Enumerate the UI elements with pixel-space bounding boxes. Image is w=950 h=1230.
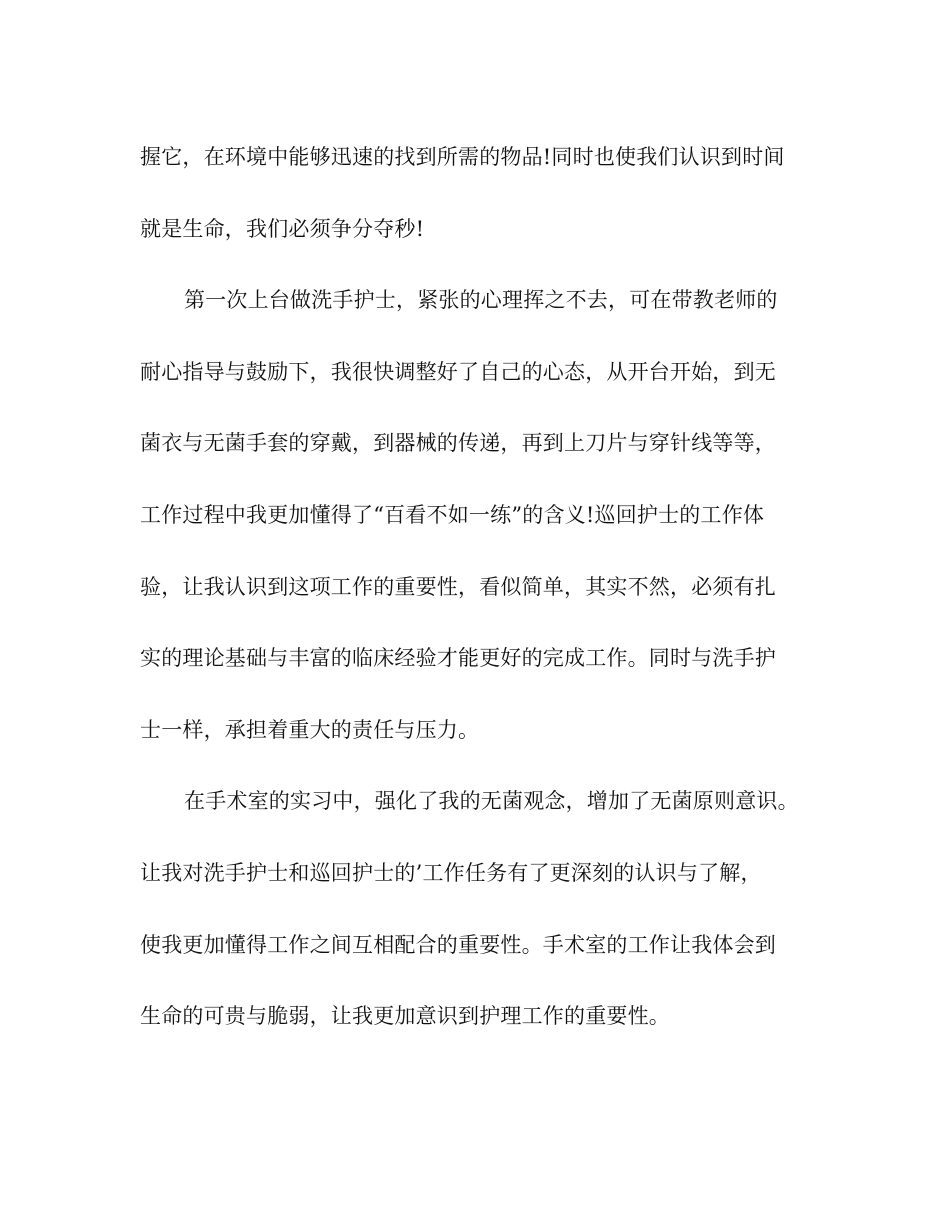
text-line-2: 就是生命，我们必须争分夺秒! — [140, 216, 425, 241]
text-line-10: 在手术室的实习中，强化了我的无菌观念，增加了无菌原则意识。 — [184, 789, 799, 814]
text-line-5: 菌衣与无菌手套的穿戴，到器械的传递，再到上刀片与穿针线等等， — [140, 431, 776, 456]
text-line-8: 实的理论基础与丰富的临床经验才能更好的完成工作。同时与洗手护 — [140, 646, 776, 671]
text-line-3: 第一次上台做洗手护士，紧张的心理挥之不去，可在带教老师的 — [184, 288, 778, 313]
text-line-4: 耐心指导与鼓励下，我很快调整好了自己的心态，从开台开始，到无 — [140, 359, 776, 384]
text-line-11: 让我对洗手护士和巡回护士的’工作任务有了更深刻的认识与了解， — [140, 860, 762, 885]
text-line-7: 验，让我认识到这项工作的重要性，看似简单，其实不然，必须有扎 — [140, 574, 776, 599]
text-line-9: 士一样，承担着重大的责任与压力。 — [140, 717, 480, 742]
body-text — [140, 122, 810, 1053]
text-line-1: 握它，在环境中能够迅速的找到所需的物品!同时也使我们认识到时间 — [140, 145, 785, 169]
text-line-6: 工作过程中我更加懂得了“百看不如一练”的含义!巡回护士的工作体 — [140, 502, 765, 527]
text-line-13: 生命的可贵与脆弱，让我更加意识到护理工作的重要性。 — [140, 1004, 670, 1029]
text-line-12: 使我更加懂得工作之间互相配合的重要性。手术室的工作让我体会到 — [140, 932, 776, 957]
